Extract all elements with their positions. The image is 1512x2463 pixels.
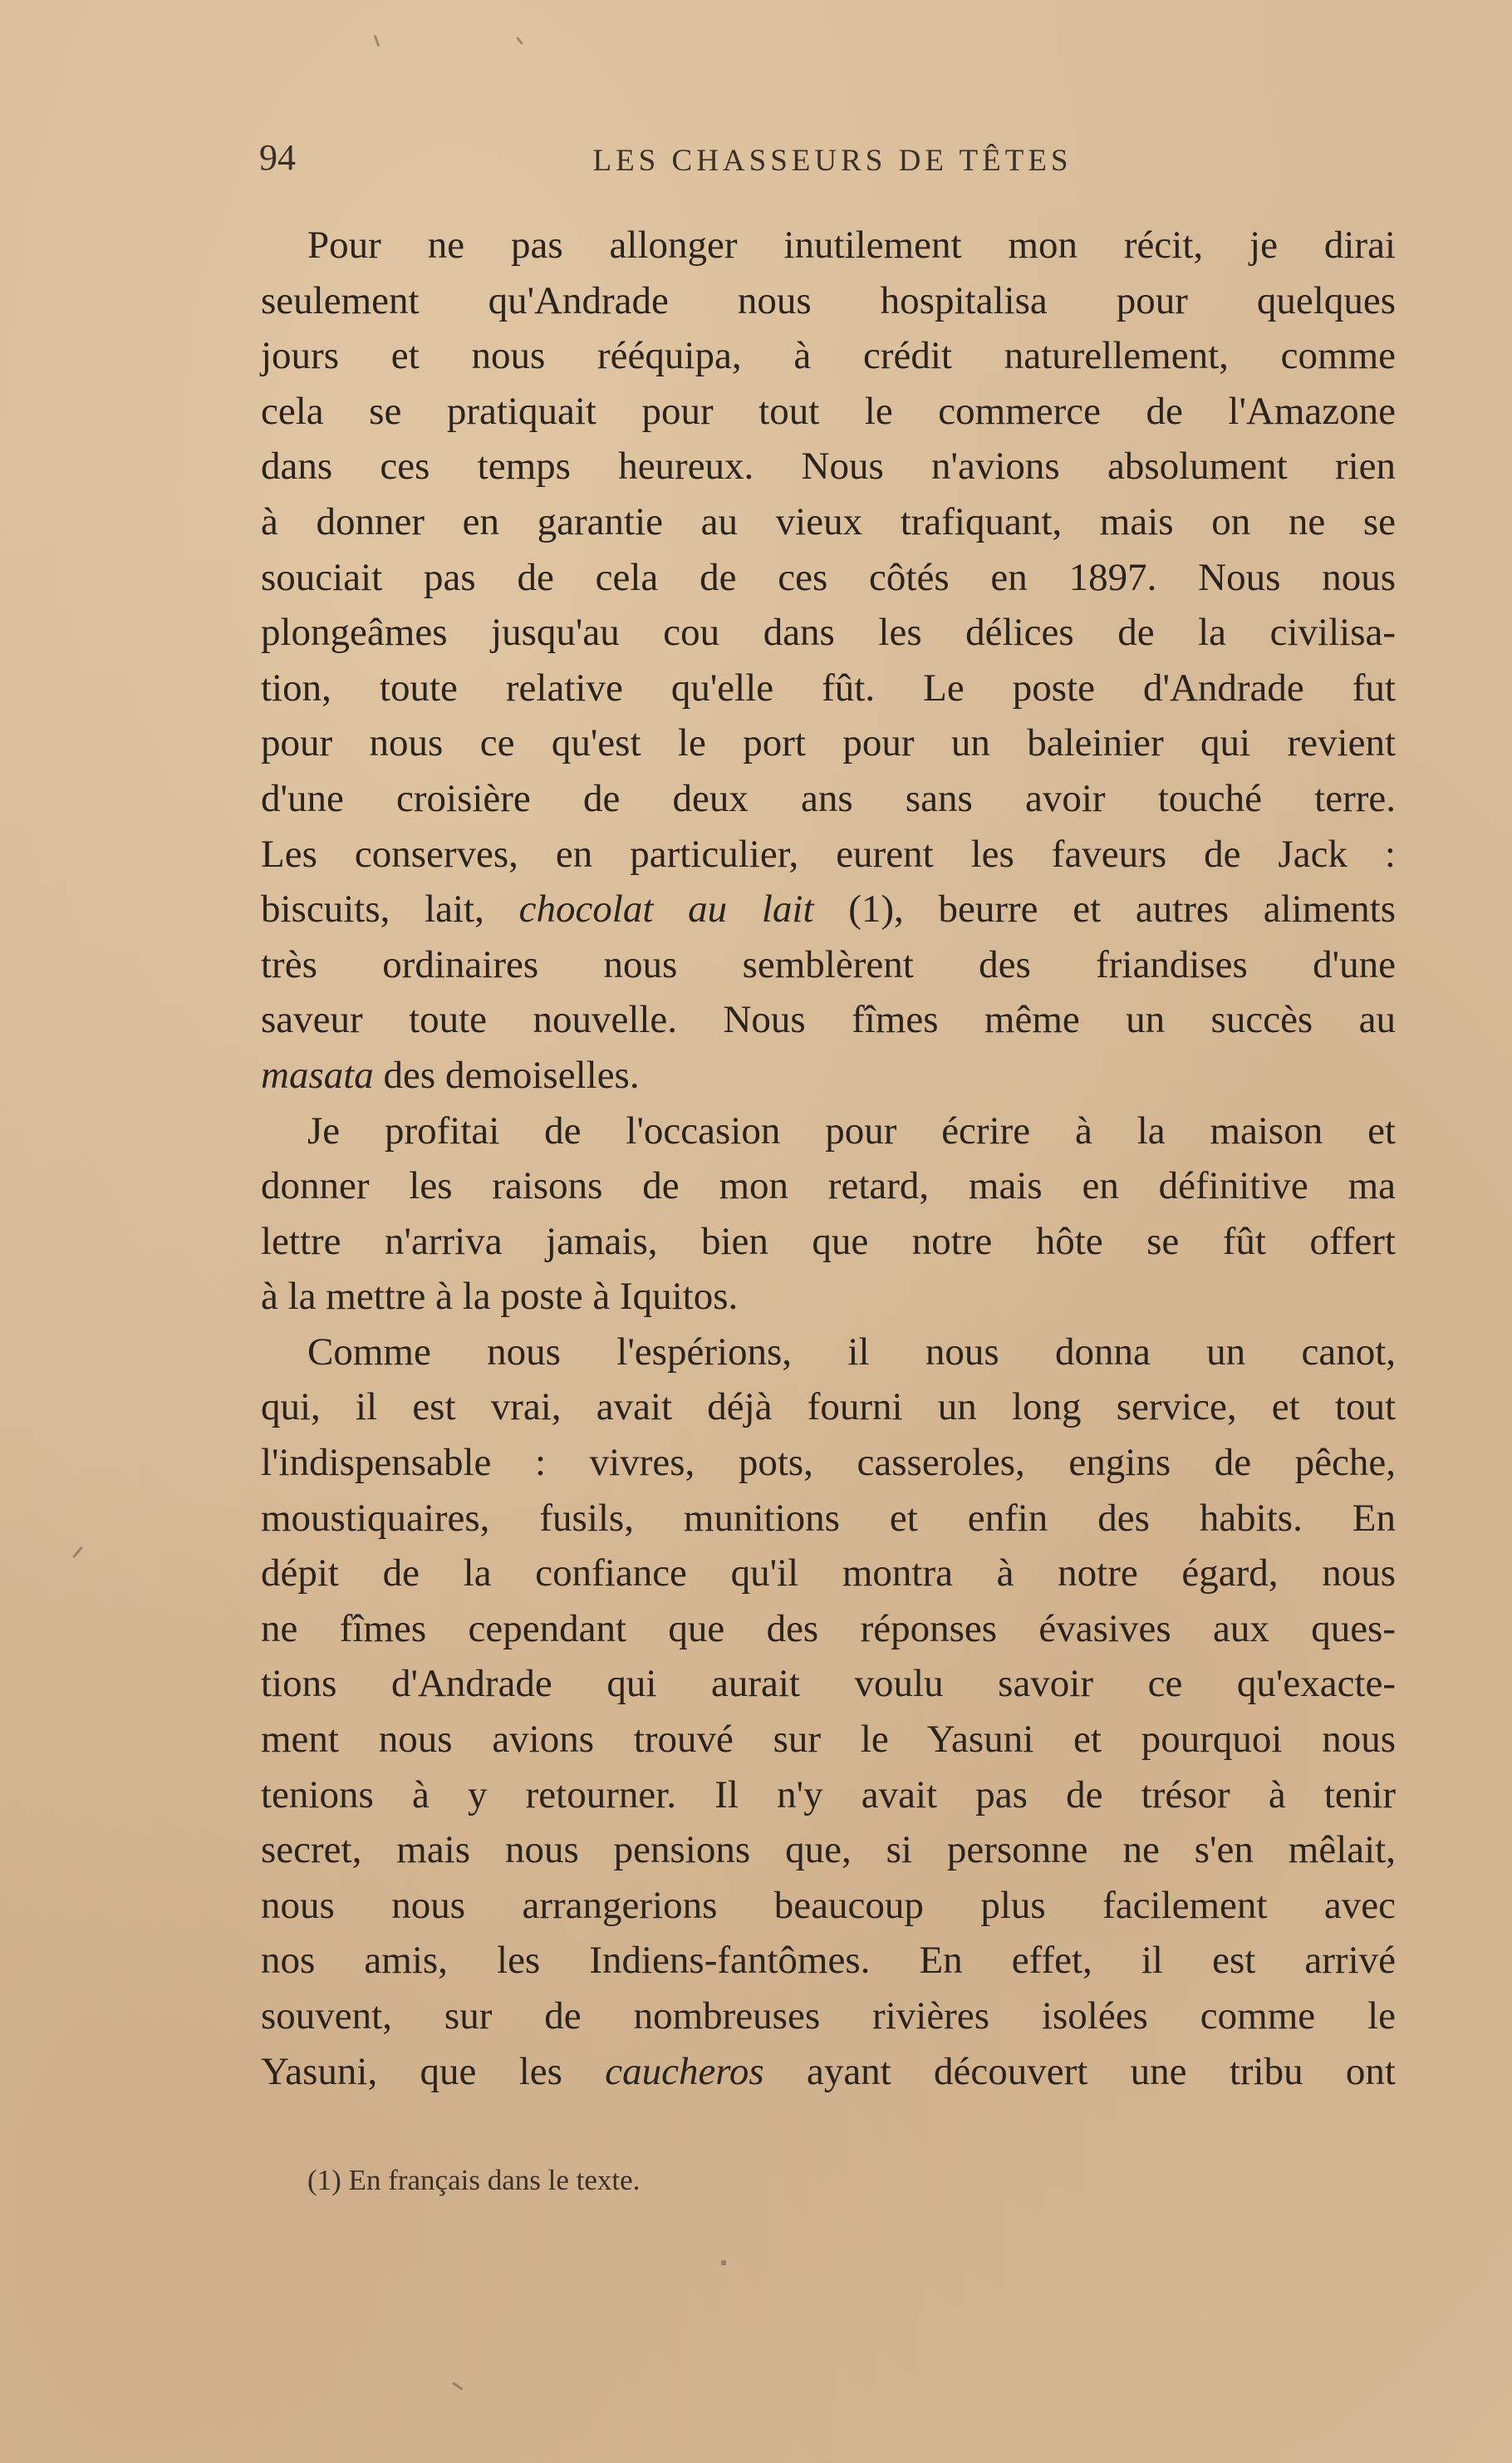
text-line	[261, 1656, 1396, 1712]
paper-speck	[516, 37, 523, 45]
text-run: saveur toute nouvelle. Nous fîmes même un succès au	[261, 998, 1396, 1042]
text-line	[261, 1048, 1396, 1104]
text-run: Comme nous l'espérions, il nous donna un canot,	[307, 1330, 1396, 1374]
italic-text: masata	[261, 1053, 374, 1097]
running-title: LES CHASSEURS DE TÊTES	[592, 144, 1073, 178]
text-line	[261, 1822, 1396, 1878]
text-run: Yasuni, que les	[261, 2049, 606, 2093]
text-line	[261, 494, 1396, 550]
text-line	[261, 1601, 1396, 1657]
text-run: nos amis, les Indiens-fantômes. En effet, il est arrivé	[261, 1939, 1396, 1983]
text-run: donner les raisons de mon retard, mais en définitive ma	[261, 1164, 1396, 1208]
text-line	[261, 1104, 1396, 1159]
text-run: à la mettre à la poste à Iquitos.	[261, 1275, 739, 1319]
text-line	[261, 1325, 1396, 1380]
text-line	[261, 661, 1396, 716]
text-line	[261, 1546, 1396, 1601]
text-run: cela se pratiquait pour tout le commerce de l'Amazone	[261, 389, 1396, 433]
text-run: Pour ne pas allonger inutilement mon récit, je dirai	[307, 224, 1396, 267]
text-run: (1), beurre et autres aliments	[813, 887, 1397, 932]
text-run: seulement qu'Andrade nous hospitalisa pour quelques	[261, 278, 1396, 322]
text-run: lettre n'arriva jamais, bien que notre hôte se fût offert	[261, 1219, 1396, 1263]
text-line	[261, 882, 1396, 937]
text-line	[261, 827, 1396, 882]
text-line	[261, 550, 1396, 606]
text-line	[261, 1933, 1396, 1989]
text-run: secret, mais nous pensions que, si personne ne s'en mêlait,	[261, 1828, 1396, 1872]
text-line	[261, 2044, 1396, 2100]
paper-speck	[452, 2382, 463, 2390]
text-line	[261, 384, 1396, 440]
text-run: nous nous arrangerions beaucoup plus facilement avec	[261, 1883, 1396, 1927]
text-line	[261, 1379, 1396, 1435]
text-line	[261, 1878, 1396, 1934]
text-line	[261, 992, 1396, 1048]
body-text	[261, 218, 1396, 2099]
text-run: ayant découvert une tribu ont	[763, 2049, 1396, 2093]
text-line	[261, 1712, 1396, 1767]
text-run: Je profitai de l'occasion pour écrire à la maison et	[307, 1109, 1396, 1153]
footnote: (1) En français dans le texte.	[307, 2164, 641, 2196]
text-run: d'une croisière de deux ans sans avoir touché terre.	[261, 776, 1396, 820]
text-line	[261, 1435, 1396, 1491]
text-line	[261, 937, 1396, 993]
text-run: dans ces temps heureux. Nous n'avions absolument rien	[261, 445, 1396, 489]
text-line	[261, 218, 1396, 273]
text-line	[261, 771, 1396, 827]
paper-speck	[721, 2260, 726, 2265]
text-run: pour nous ce qu'est le port pour un baleinier qui revient	[261, 721, 1396, 765]
page-number: 94	[259, 137, 296, 178]
text-line	[261, 1269, 1396, 1325]
paper-speck	[72, 1546, 83, 1558]
text-line	[261, 1491, 1396, 1546]
text-line	[261, 328, 1396, 384]
text-run: tion, toute relative qu'elle fût. Le poste d'Andrade fut	[261, 666, 1396, 710]
text-run: souciait pas de cela de ces côtés en 1897. Nous nous	[261, 555, 1396, 599]
paper-speck	[374, 35, 380, 47]
italic-text: caucheros	[605, 2049, 764, 2093]
text-line	[261, 273, 1396, 329]
text-run: biscuits, lait,	[261, 887, 519, 932]
text-run: souvent, sur de nombreuses rivières isolées comme le	[261, 1994, 1396, 2038]
text-line	[261, 605, 1396, 661]
text-run: ment nous avions trouvé sur le Yasuni et pourquoi nous	[261, 1718, 1396, 1762]
text-line	[261, 1214, 1396, 1270]
text-run: Les conserves, en particulier, eurent les faveurs de Jack :	[261, 832, 1396, 876]
text-run: ne fîmes cependant que des réponses évasives aux ques-	[261, 1606, 1396, 1650]
text-line	[261, 439, 1396, 494]
text-run: plongeâmes jusqu'au cou dans les délices de la civilisa-	[261, 611, 1396, 655]
text-line	[261, 1767, 1396, 1823]
text-run: très ordinaires nous semblèrent des friandises d'une	[261, 942, 1396, 986]
text-run: dépit de la confiance qu'il montra à notre égard, nous	[261, 1551, 1396, 1595]
italic-text: chocolat au lait	[518, 887, 814, 932]
text-run: l'indispensable : vivres, pots, casseroles, engins de pêche,	[261, 1441, 1396, 1485]
text-run: qui, il est vrai, avait déjà fourni un long service, et tout	[261, 1385, 1396, 1429]
text-line	[261, 1989, 1396, 2044]
text-run: à donner en garantie au vieux trafiquant, mais on ne se	[261, 499, 1396, 543]
text-run: tenions à y retourner. Il n'y avait pas de trésor à tenir	[261, 1772, 1396, 1817]
text-run: moustiquaires, fusils, munitions et enfin des habits. En	[261, 1496, 1396, 1540]
page-header	[259, 136, 1406, 186]
text-line	[261, 715, 1396, 771]
text-line	[261, 1158, 1396, 1214]
text-run: des demoiselles.	[373, 1053, 640, 1097]
text-run: tions d'Andrade qui aurait voulu savoir ce qu'exacte-	[261, 1662, 1396, 1706]
text-run: jours et nous rééquipa, à crédit naturellement, comme	[261, 334, 1396, 378]
